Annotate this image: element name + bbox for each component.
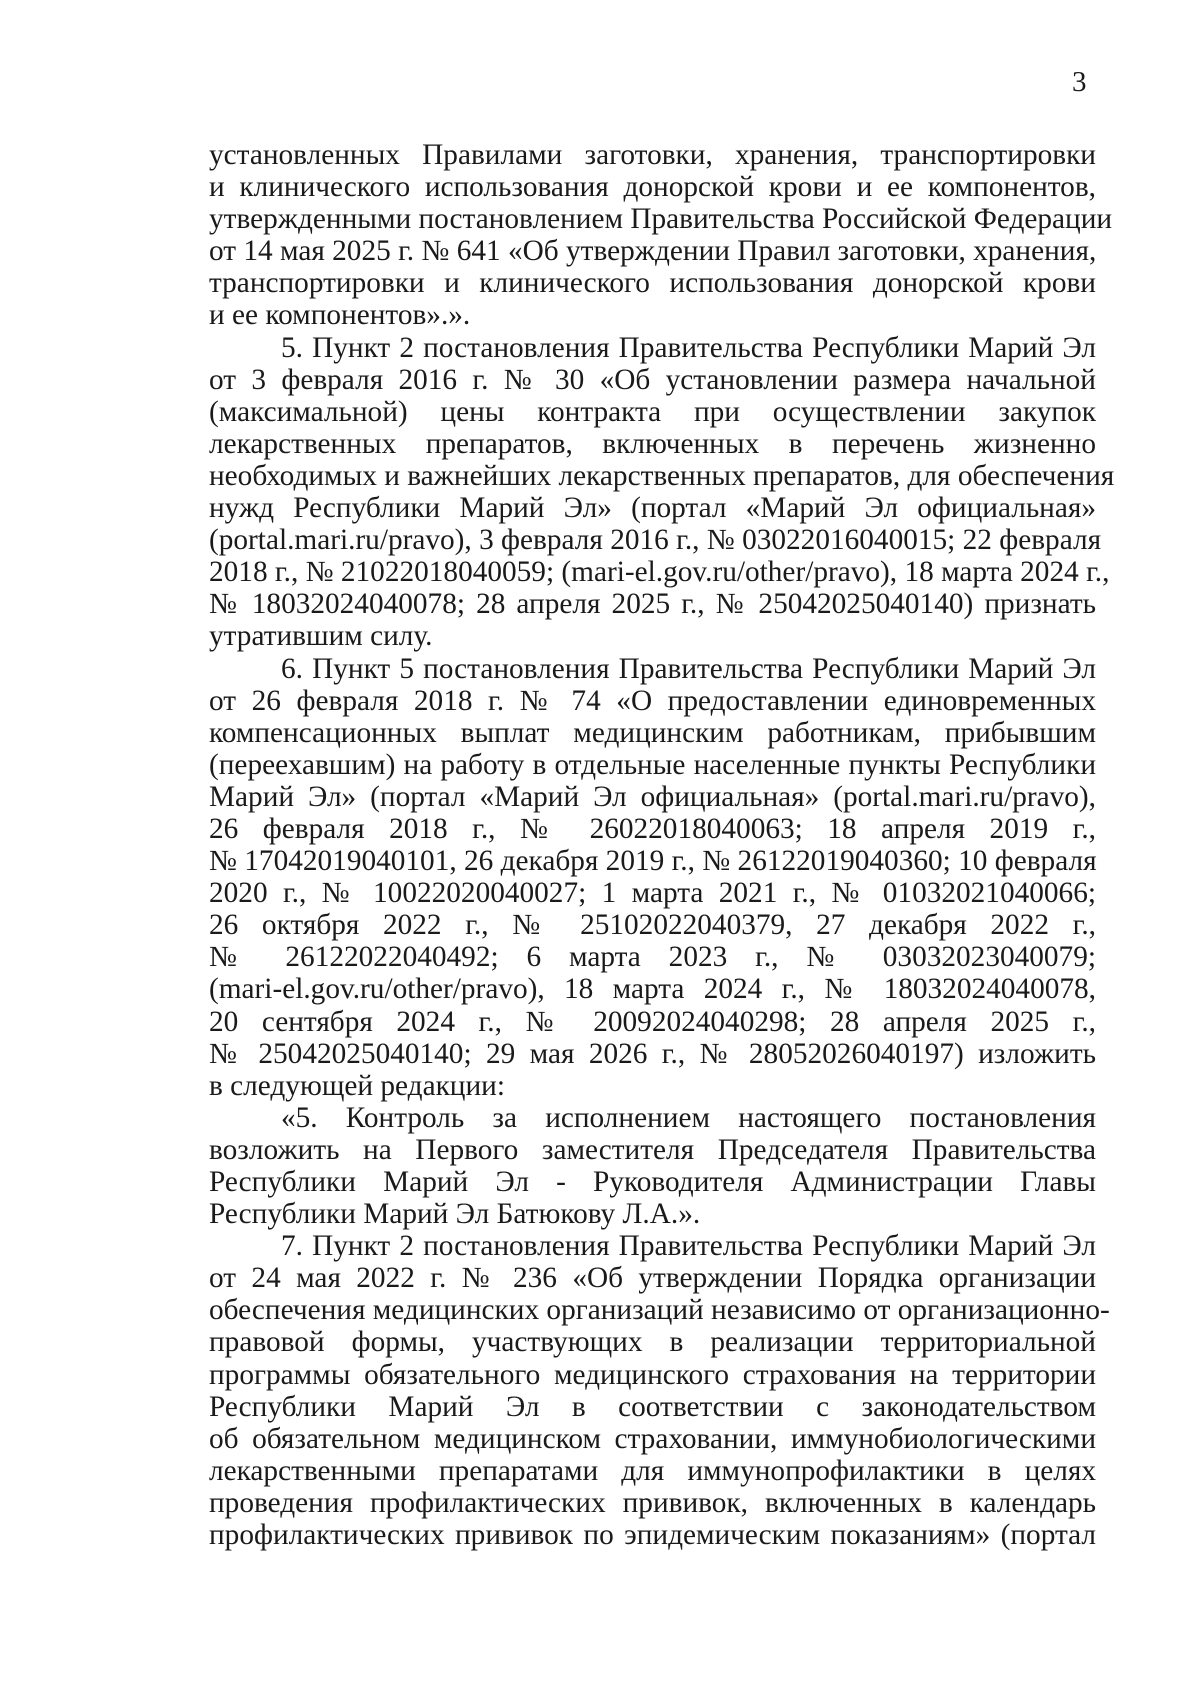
paragraph-7-start: 7. Пункт 2 постановления Правительства Республики Марий Эл — [281, 1230, 1096, 1263]
text-line: программы обязательного медицинского страхования на территории — [209, 1358, 1096, 1391]
text-line: установленных Правилами заготовки, хранения, транспортировки — [209, 139, 1096, 171]
text-line: № 26122022040492; 6 марта 2023 г., № 03032023040079; — [209, 941, 1096, 974]
text-line: необходимых и важнейших лекарственных препаратов, для обеспечения — [209, 459, 1115, 492]
text-line: (переехавшим) на работу в отдельные населенные пункты Республики — [209, 748, 1096, 781]
text-line: транспортировки и клинического использования донорской крови — [209, 267, 1096, 300]
text-line: лекарственных препаратов, включенных в перечень жизненно — [209, 427, 1096, 460]
text-line: утвержденными постановлением Правительства Российской Федерации — [209, 203, 1113, 236]
paragraph-6-start: 6. Пункт 5 постановления Правительства Республики Марий Эл — [281, 652, 1096, 685]
text-line: 20 сентября 2024 г., № 20092024040298; 28 апреля 2025 г., — [209, 1005, 1096, 1038]
text-line: от 3 февраля 2016 г. № 30 «Об установлении размера начальной — [209, 363, 1096, 396]
text-line: от 26 февраля 2018 г. № 74 «О предоставлении единовременных — [209, 684, 1096, 717]
text-line: № 17042019040101, 26 декабря 2019 г., № 26122019040360; 10 февраля — [209, 845, 1097, 878]
text-line: профилактических прививок по эпидемическим показаниям» (портал — [209, 1519, 1096, 1552]
text-line: 2018 г., № 21022018040059; (mari-el.gov.ru/other/pravo), 18 марта 2024 г., — [209, 556, 1110, 589]
text-line: Марий Эл» (портал «Марий Эл официальная» (portal.mari.ru/pravo), — [209, 780, 1096, 813]
text-line: № 25042025040140; 29 мая 2026 г., № 28052026040197) изложить — [209, 1037, 1096, 1070]
text-line: Республики Марий Эл в соответствии с законодательством — [209, 1390, 1096, 1423]
quoted-paragraph-start: «5. Контроль за исполнением настоящего постановления — [281, 1101, 1096, 1134]
text-line: лекарственными препаратами для иммунопрофилактики в целях — [209, 1454, 1096, 1487]
text-line: возложить на Первого заместителя Председателя Правительства — [209, 1133, 1096, 1166]
text-line: (mari-el.gov.ru/other/pravo), 18 марта 2024 г., № 18032024040078, — [209, 973, 1096, 1006]
text-line: компенсационных выплат медицинским работникам, прибывшим — [209, 716, 1096, 749]
page-number: 3 — [1072, 66, 1087, 98]
text-line: в следующей редакции: — [209, 1069, 505, 1102]
document-body — [209, 139, 1115, 1552]
text-line: (максимальной) цены контракта при осуществлении закупок — [209, 395, 1096, 428]
text-line: от 24 мая 2022 г. № 236 «Об утверждении Порядка организации — [209, 1262, 1096, 1295]
text-line: № 18032024040078; 28 апреля 2025 г., № 25042025040140) признать — [209, 588, 1096, 621]
text-line: Республики Марий Эл - Руководителя Администрации Главы — [209, 1166, 1096, 1198]
text-line: (portal.mari.ru/pravo), 3 февраля 2016 г., № 03022016040015; 22 февраля — [209, 524, 1102, 557]
text-line: и ее компонентов».». — [209, 299, 471, 332]
text-line: от 14 мая 2025 г. № 641 «Об утверждении Правил заготовки, хранения, — [209, 235, 1097, 268]
text-line: правовой формы, участвующих в реализации территориальной — [209, 1326, 1096, 1359]
text-line: утратившим силу. — [209, 620, 433, 653]
text-line: 2020 г., № 10022020040027; 1 марта 2021 г., № 01032021040066; — [209, 877, 1096, 910]
text-line: обеспечения медицинских организаций независимо от организационно- — [209, 1294, 1110, 1327]
paragraph-5-start: 5. Пункт 2 постановления Правительства Республики Марий Эл — [281, 331, 1096, 364]
text-line: проведения профилактических прививок, включенных в календарь — [209, 1486, 1096, 1519]
text-line: 26 февраля 2018 г., № 26022018040063; 18 апреля 2019 г., — [209, 812, 1096, 845]
text-line: 26 октября 2022 г., № 25102022040379, 27 декабря 2022 г., — [209, 909, 1096, 942]
text-line: Республики Марий Эл Батюкову Л.А.». — [209, 1198, 701, 1231]
text-line: нужд Республики Марий Эл» (портал «Марий Эл официальная» — [209, 492, 1096, 525]
text-line: об обязательном медицинском страховании, иммунобиологическими — [209, 1422, 1096, 1455]
text-line: и клинического использования донорской крови и ее компонентов, — [209, 171, 1096, 204]
